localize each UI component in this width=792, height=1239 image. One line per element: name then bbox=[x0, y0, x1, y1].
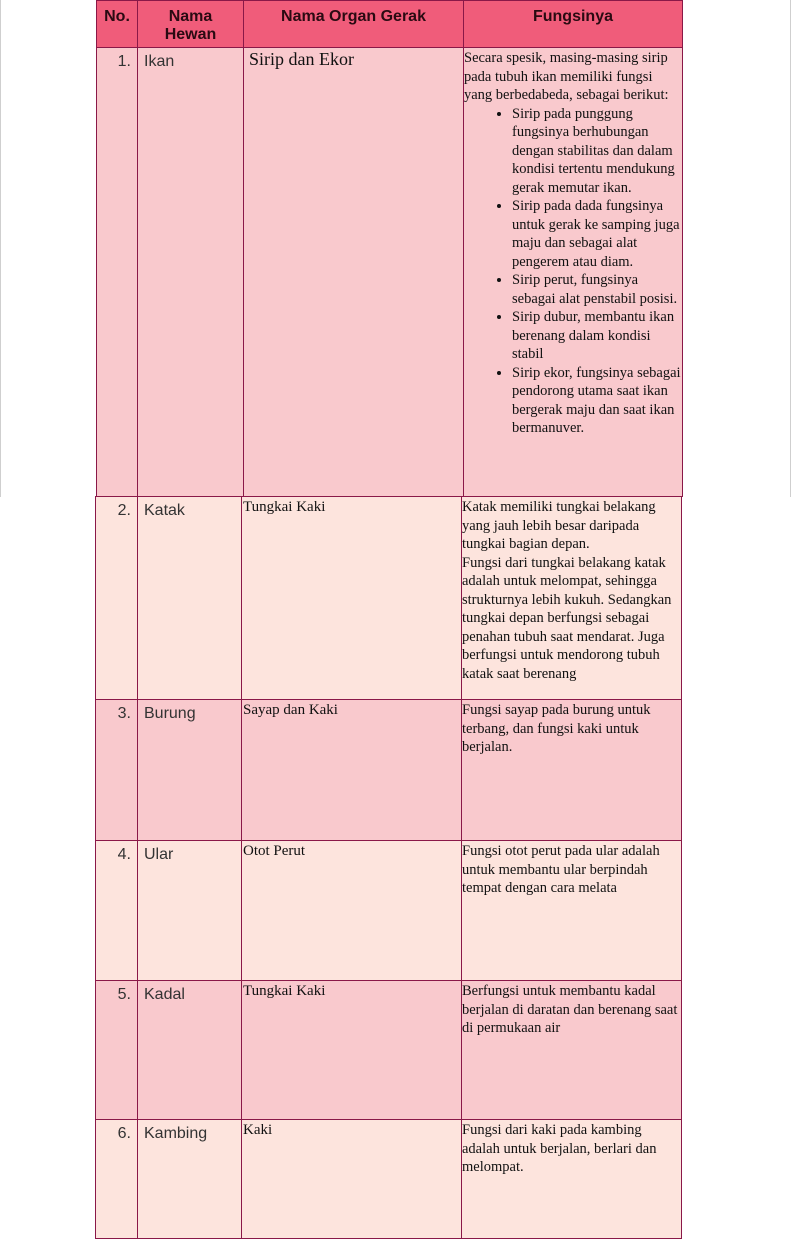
row4-no-cell bbox=[95, 840, 138, 981]
row5-organ-cell bbox=[241, 980, 462, 1120]
animal-name: Kambing bbox=[144, 1125, 208, 1142]
row3-organ-cell bbox=[241, 699, 462, 841]
row3-function-cell bbox=[461, 699, 682, 841]
function-text bbox=[464, 48, 682, 438]
animal-name: Kadal bbox=[144, 986, 185, 1003]
function-text: Fungsi dari kaki pada kambing adalah untuk berjalan, berlari dan melompat. bbox=[462, 1122, 657, 1175]
row-number: 6. bbox=[117, 1125, 131, 1142]
row5-name-cell bbox=[137, 980, 242, 1120]
function-text: Fungsi sayap pada burung untuk terbang, dan fungsi kaki untuk berjalan. bbox=[462, 702, 651, 755]
header-name: Nama Hewan bbox=[137, 0, 244, 48]
list-item: • Sirip ekor, fungsinya sebagai pendorong utama saat ikan bergerak maju dan saat ikan bermanuver. bbox=[512, 364, 682, 438]
row2-name-cell bbox=[137, 496, 242, 700]
function-text: Katak memiliki tungkai belakang yang jauh lebih besar daripada tungkai bagian depan. Fungsi dari tungkai belakang katak adalah untuk melompat, sehingga strukturnya lebih kukuh. Sedangkan tungkai depan berfungsi sebagai penahan tubuh saat mendarat. Juga berfungsi untuk mendorong tubuh katak saat berenang bbox=[462, 499, 672, 682]
row6-function-cell bbox=[461, 1119, 682, 1239]
organ-name: Kaki bbox=[243, 1122, 273, 1138]
header-organ: Nama Organ Gerak bbox=[243, 0, 464, 48]
function-text: Berfungsi untuk membantu kadal berjalan di daratan dan berenang saat di permukaan air bbox=[462, 983, 678, 1036]
organ-name: Tungkai Kaki bbox=[243, 983, 326, 999]
row-number: 2. bbox=[117, 502, 131, 519]
row6-name-cell bbox=[137, 1119, 242, 1239]
row4-function-cell bbox=[461, 840, 682, 981]
list-item: • Sirip dubur, membantu ikan berenang dalam kondisi stabil bbox=[512, 308, 682, 364]
organ-name: Otot Perut bbox=[243, 843, 306, 859]
fin-function-list bbox=[464, 105, 682, 438]
animal-name: Ular bbox=[144, 846, 174, 863]
row-number: 1. bbox=[117, 53, 131, 70]
row6-organ-cell bbox=[241, 1119, 462, 1239]
animal-name: Ikan bbox=[144, 53, 175, 70]
row1-function-cell bbox=[463, 47, 683, 497]
list-item: • Sirip perut, fungsinya sebagai alat penstabil posisi. bbox=[512, 271, 682, 308]
organ-name: Sirip dan Ekor bbox=[249, 49, 354, 69]
row3-no-cell bbox=[95, 699, 138, 841]
row-number: 5. bbox=[117, 986, 131, 1003]
row2-organ-cell bbox=[241, 496, 462, 700]
row-number: 3. bbox=[117, 705, 131, 722]
organ-name: Sayap dan Kaki bbox=[243, 702, 338, 718]
function-text: Fungsi otot perut pada ular adalah untuk membantu ular berpindah tempat dengan cara melata bbox=[462, 843, 660, 896]
row2-function-cell bbox=[461, 496, 682, 700]
list-item: • Sirip pada dada fungsinya untuk gerak ke samping juga maju dan sebagai alat pengerem atau diam. bbox=[512, 197, 682, 271]
organ-name: Tungkai Kaki bbox=[243, 499, 326, 515]
row1-no-cell bbox=[96, 47, 138, 497]
row2-no-cell bbox=[95, 496, 138, 700]
row3-name-cell bbox=[137, 699, 242, 841]
row5-no-cell bbox=[95, 980, 138, 1120]
row-number: 4. bbox=[117, 846, 131, 863]
header-function: Fungsinya bbox=[463, 0, 683, 48]
list-item: • Sirip pada punggung fungsinya berhubungan dengan stabilitas dan dalam kondisi tertentu mendukung gerak memutar ikan. bbox=[512, 105, 682, 198]
row4-name-cell bbox=[137, 840, 242, 981]
header-no: No. bbox=[96, 0, 138, 48]
row6-no-cell bbox=[95, 1119, 138, 1239]
row4-organ-cell bbox=[241, 840, 462, 981]
page-edge-left bbox=[0, 0, 1, 497]
animal-name: Katak bbox=[144, 502, 185, 519]
animal-name: Burung bbox=[144, 705, 196, 722]
row1-organ-cell bbox=[243, 47, 464, 497]
row1-name-cell bbox=[137, 47, 244, 497]
function-intro: Secara spesik, masing-masing sirip pada tubuh ikan memiliki fungsi yang berbedabeda, sebagai berikut: bbox=[464, 50, 669, 103]
page-edge-right bbox=[790, 0, 791, 497]
row5-function-cell bbox=[461, 980, 682, 1120]
